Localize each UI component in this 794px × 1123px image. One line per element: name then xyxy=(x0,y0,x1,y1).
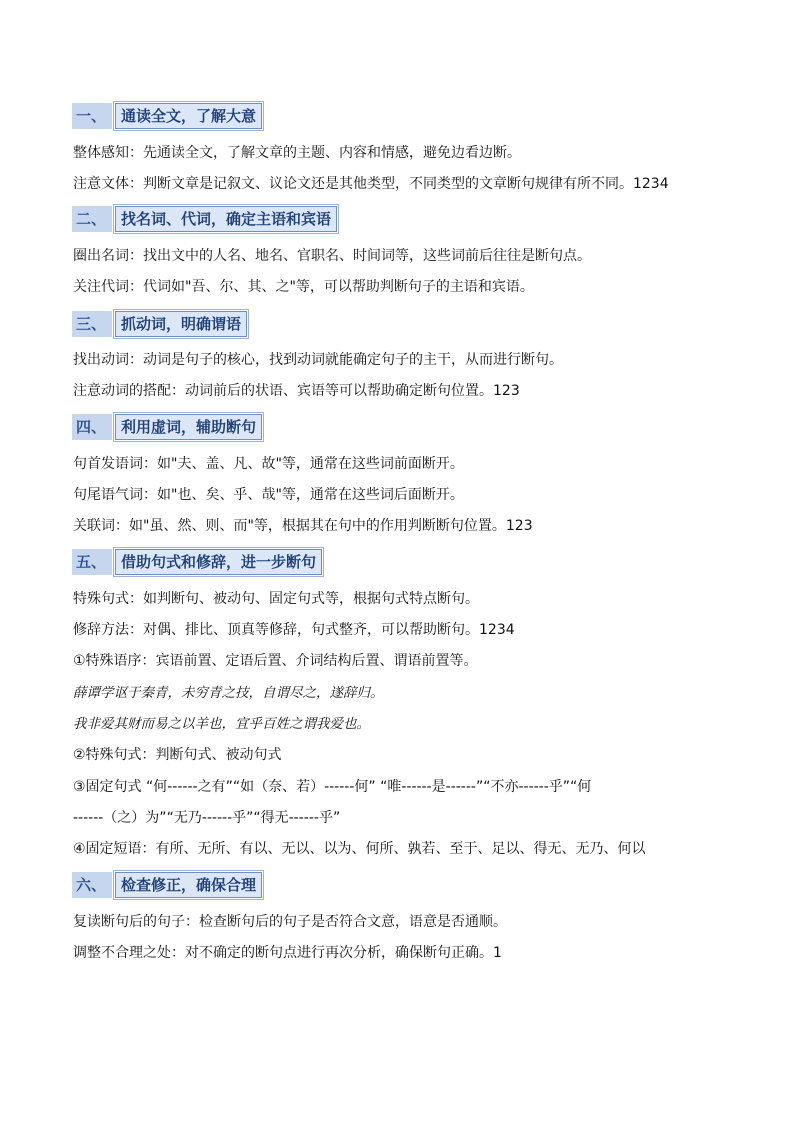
section-title: 通读全文，了解大意 xyxy=(115,103,262,129)
section-number: 一、 xyxy=(72,103,112,129)
text-line: 圈出名词：找出文中的人名、地名、官职名、时间词等，这些词前后往往是断句点。 xyxy=(73,248,591,264)
section-title: 借助句式和修辞，进一步断句 xyxy=(115,549,322,575)
text-line: 特殊句式：如判断句、被动句、固定句式等，根据句式特点断句。 xyxy=(73,591,479,607)
text-line: ------（之）为”“无乃------乎”“得无------乎” xyxy=(73,810,341,826)
section-title: 检查修正，确保合理 xyxy=(115,872,262,898)
section-number: 五、 xyxy=(72,549,112,575)
text-line: ③固定句式 “何------之有”“如（奈、若）------何” “唯------是------”“不亦------乎”“何 xyxy=(73,779,592,795)
text-line: 复读断句后的句子：检查断句后的句子是否符合文意，语意是否通顺。 xyxy=(73,914,507,930)
text-line: ②特殊句式：判断句式、被动句式 xyxy=(73,747,282,763)
section-3-heading xyxy=(72,310,247,338)
section-5-heading xyxy=(72,548,322,576)
section-6-heading xyxy=(72,871,262,899)
section-title: 抓动词，明确谓语 xyxy=(115,311,247,337)
section-title: 利用虚词，辅助断句 xyxy=(115,414,262,440)
section-4-heading xyxy=(72,413,262,441)
text-line: 修辞方法：对偶、排比、顶真等修辞，句式整齐，可以帮助断句。1234 xyxy=(73,622,515,638)
text-line: ①特殊语序：宾语前置、定语后置、介词结构后置、谓语前置等。 xyxy=(73,653,478,669)
section-1-heading xyxy=(72,102,262,130)
text-line: 句尾语气词：如"也、矣、乎、哉"等，通常在这些词后面断开。 xyxy=(73,487,464,503)
text-line: 注意文体：判断文章是记叙文、议论文还是其他类型，不同类型的文章断句规律有所不同。1234 xyxy=(73,176,669,192)
text-line: 关联词：如"虽、然、则、而"等，根据其在句中的作用判断断句位置。123 xyxy=(73,518,533,534)
text-line: 句首发语词：如"夫、盖、凡、故"等，通常在这些词前面断开。 xyxy=(73,456,464,472)
section-title: 找名词、代词，确定主语和宾语 xyxy=(115,206,337,232)
example-sentence: 我非爱其财而易之以羊也，宜乎百姓之谓我爱也。 xyxy=(73,716,370,732)
section-2-heading xyxy=(72,205,337,233)
text-line: 整体感知：先通读全文，了解文章的主题、内容和情感，避免边看边断。 xyxy=(73,145,521,161)
section-number: 二、 xyxy=(72,206,112,232)
example-sentence: 薛谭学讴于秦青，未穷青之技，自谓尽之，遂辞归。 xyxy=(73,685,384,701)
text-line: 注意动词的搭配：动词前后的状语、宾语等可以帮助确定断句位置。123 xyxy=(73,383,520,399)
text-line: 调整不合理之处：对不确定的断句点进行再次分析，确保断句正确。1 xyxy=(73,945,502,961)
section-number: 三、 xyxy=(72,311,112,337)
text-line: 找出动词：动词是句子的核心，找到动词就能确定句子的主干，从而进行断句。 xyxy=(73,352,563,368)
text-line: 关注代词：代词如"吾、尔、其、之"等，可以帮助判断句子的主语和宾语。 xyxy=(73,279,534,295)
section-number: 四、 xyxy=(72,414,112,440)
section-number: 六、 xyxy=(72,872,112,898)
text-line: ④固定短语：有所、无所、有以、无以、以为、何所、孰若、至于、足以、得无、无乃、何以 xyxy=(73,841,646,857)
